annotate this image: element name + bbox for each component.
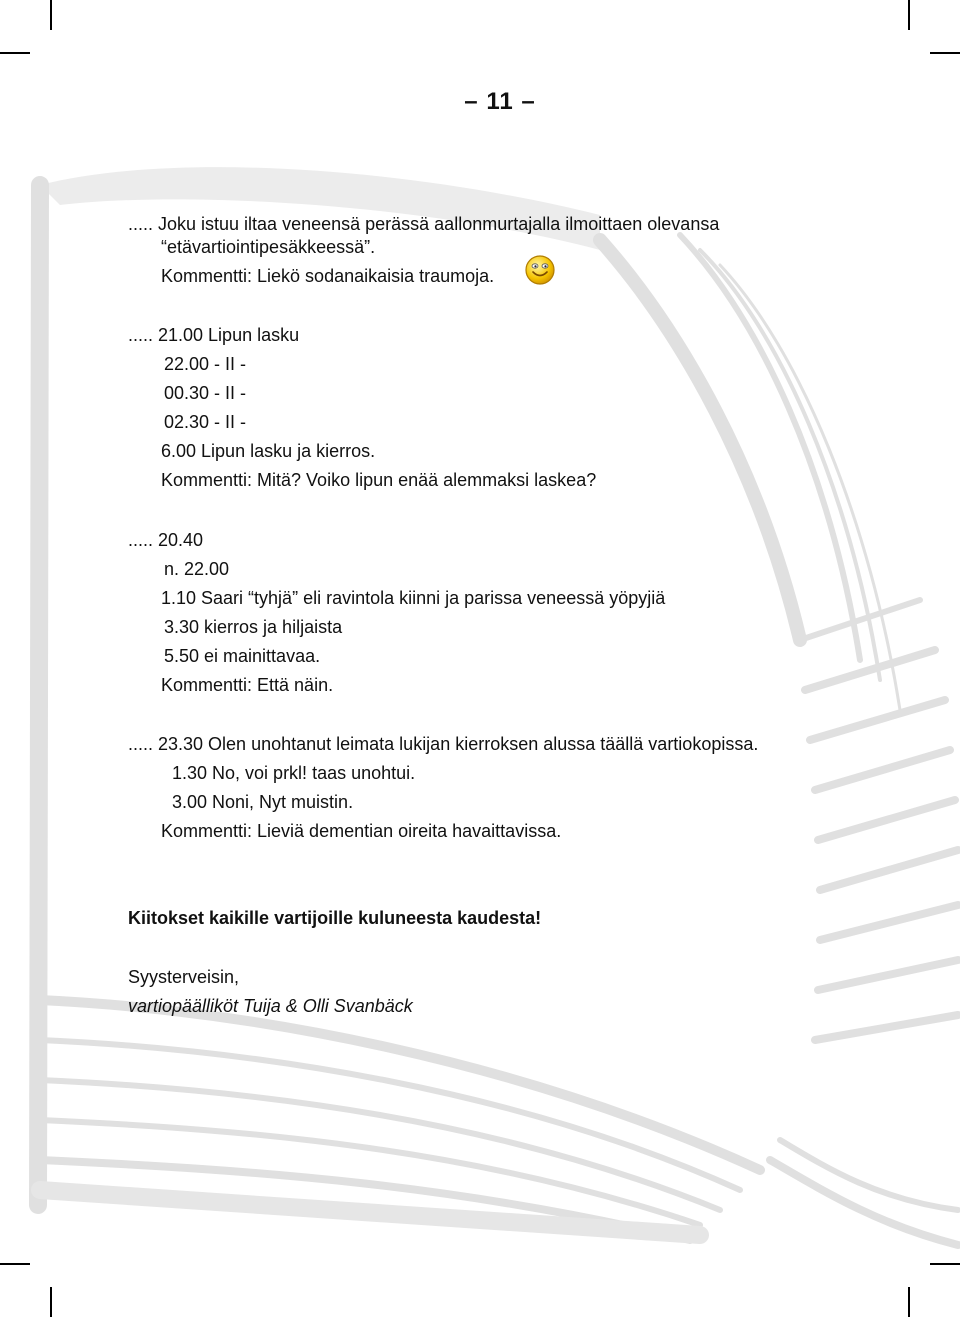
entry-line: n. 22.00 (164, 559, 230, 579)
entry-line: 3.30 kierros ja hiljaista (164, 617, 343, 637)
entry-line: ..... 20.40 (128, 530, 204, 550)
page-number: – 11 – (464, 88, 536, 115)
entry-line: ..... 21.00 Lipun lasku (128, 325, 300, 345)
entry-line: ..... 23.30 Olen unohtanut leimata lukijan kierroksen alussa täällä vartiokopissa. (128, 734, 759, 754)
entry-line: 22.00 - II - (164, 354, 247, 374)
smiley-icon (524, 254, 556, 286)
entry-line: 1.30 No, voi prkl! taas unohtui. (172, 763, 416, 783)
entry-line: 5.50 ei mainittavaa. (164, 646, 321, 666)
comment: Kommentti: Että näin. (161, 675, 334, 695)
comment: Kommentti: Mitä? Voiko lipun enää alemmaksi laskea? (161, 470, 597, 490)
entry-line: 1.10 Saari “tyhjä” eli ravintola kiinni ja parissa veneessä yöpyjiä (161, 588, 666, 608)
entry-line: ..... Joku istuu iltaa veneensä perässä aallonmurtajalla ilmoittaen olevansa (128, 214, 720, 234)
comment: Kommentti: Lieviä dementian oireita havaittavissa. (161, 821, 562, 841)
entry-line: 3.00 Noni, Nyt muistin. (172, 792, 354, 812)
entry-line: “etävartiointipesäkkeessä”. (161, 237, 376, 257)
comment: Kommentti: Liekö sodanaikaisia traumoja. (161, 266, 495, 286)
entry-line: 6.00 Lipun lasku ja kierros. (161, 441, 376, 461)
thanks-heading: Kiitokset kaikille vartijoille kuluneesta kaudesta! (128, 908, 542, 928)
signature: vartiopäälliköt Tuija & Olli Svanbäck (128, 996, 413, 1016)
greeting: Syysterveisin, (128, 967, 240, 987)
entry-line: 00.30 - II - (164, 383, 247, 403)
entry-line: 02.30 - II - (164, 412, 247, 432)
